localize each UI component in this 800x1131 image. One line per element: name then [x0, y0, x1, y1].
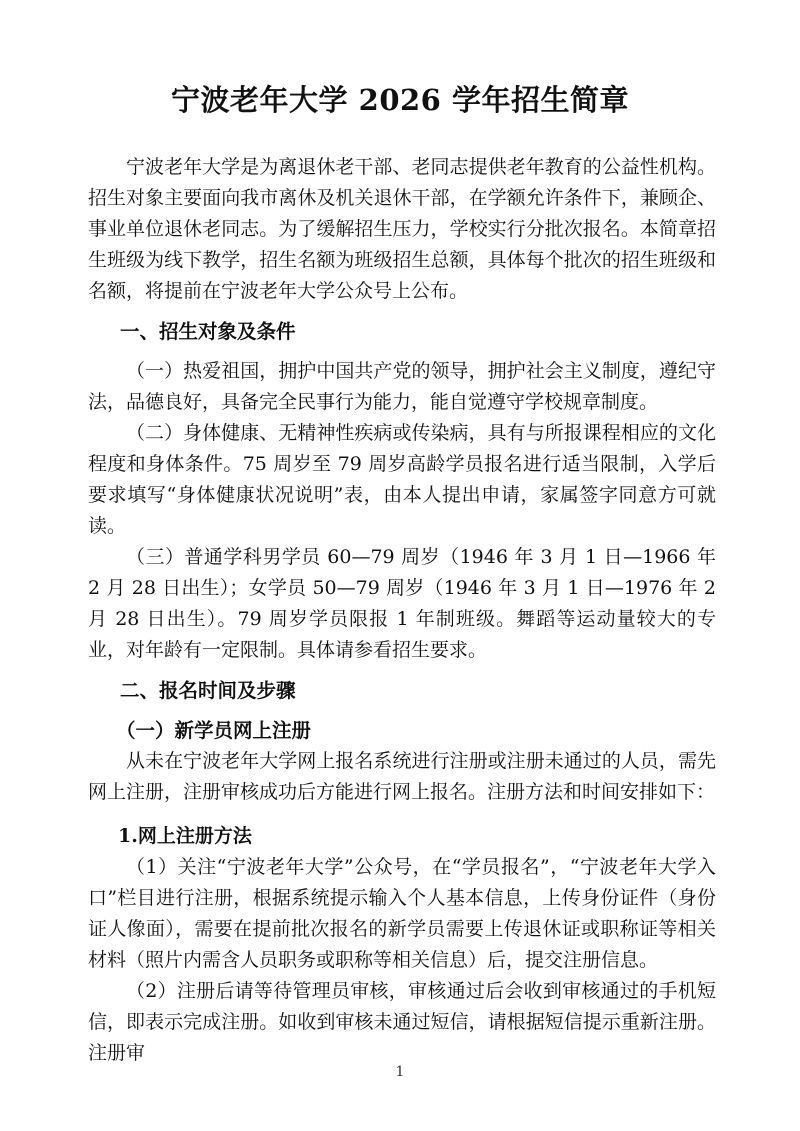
method-step-2: （2）注册后请等待管理员审核，审核通过后会收到审核通过的手机短信，即表示完成注册。如收到审核未通过短信，请根据短信提示重新注册。注册审 — [88, 980, 716, 1064]
page-number: 1 — [395, 1064, 405, 1080]
section-heading-registration: 二、报名时间及步骤 — [120, 679, 296, 702]
document-body — [88, 152, 716, 1069]
intro-paragraph: 宁波老年大学是为离退休老干部、老同志提供老年教育的公益性机构。招生对象主要面向我市离休及机关退休干部，在学额允许条件下，兼顾企、事业单位退休老同志。为了缓解招生压力，学校实行分批次报名。本简章招生班级为线下教学，招生名额为班级招生总额，具体每个批次的招生班级和名额，将提前在宁波老年大学公众号上公布。 — [88, 156, 716, 302]
eligibility-item-2: （二）身体健康、无精神性疾病或传染病，具有与所报课程相应的文化程度和身体条件。75 周岁至 79 周岁高龄学员报名进行适当限制，入学后要求填写“身体健康状况说明”表，由本人提出申请，家属签字同意方可就读。 — [88, 422, 716, 537]
eligibility-item-1: （一）热爱祖国，拥护中国共产党的领导，拥护社会主义制度，遵纪守法，品德良好，具备完全民事行为能力，能自觉遵守学校规章制度。 — [88, 360, 716, 413]
online-signup-paragraph: 从未在宁波老年大学网上报名系统进行注册或注册未通过的人员，需先网上注册，注册审核成功后方能进行网上报名。注册方法和时间安排如下： — [88, 750, 716, 803]
method-step-1: （1）关注“宁波老年大学”公众号，在“学员报名”，“宁波老年大学入口”栏目进行注册，根据系统提示输入个人基本信息，上传身份证件（身份证人像面），需要在提前批次报名的新学员需要上传退休证或职称证等相关材料（照片内需含人员职务或职称等相关信息）后，提交注册信息。 — [88, 856, 716, 971]
subsection-heading-online-signup: （一）新学员网上注册 — [116, 719, 312, 742]
section-heading-eligibility: 一、招生对象及条件 — [120, 320, 296, 343]
method-heading: 1.网上注册方法 — [118, 825, 252, 847]
eligibility-item-3: （三）普通学科男学员 60—79 周岁（1946 年 3 月 1 日—1966 年 2 月 28 日出生）；女学员 50—79 周岁（1946 年 3 月 1 日—1976 年 2 月 28 日出生）。79 周岁学员限报 1 年制班级。舞蹈等运动量较大的专业，对年龄有一定限制。具体请参看招生要求。 — [88, 546, 716, 661]
page-title: 宁波老年大学 2026 学年招生简章 — [171, 83, 629, 117]
